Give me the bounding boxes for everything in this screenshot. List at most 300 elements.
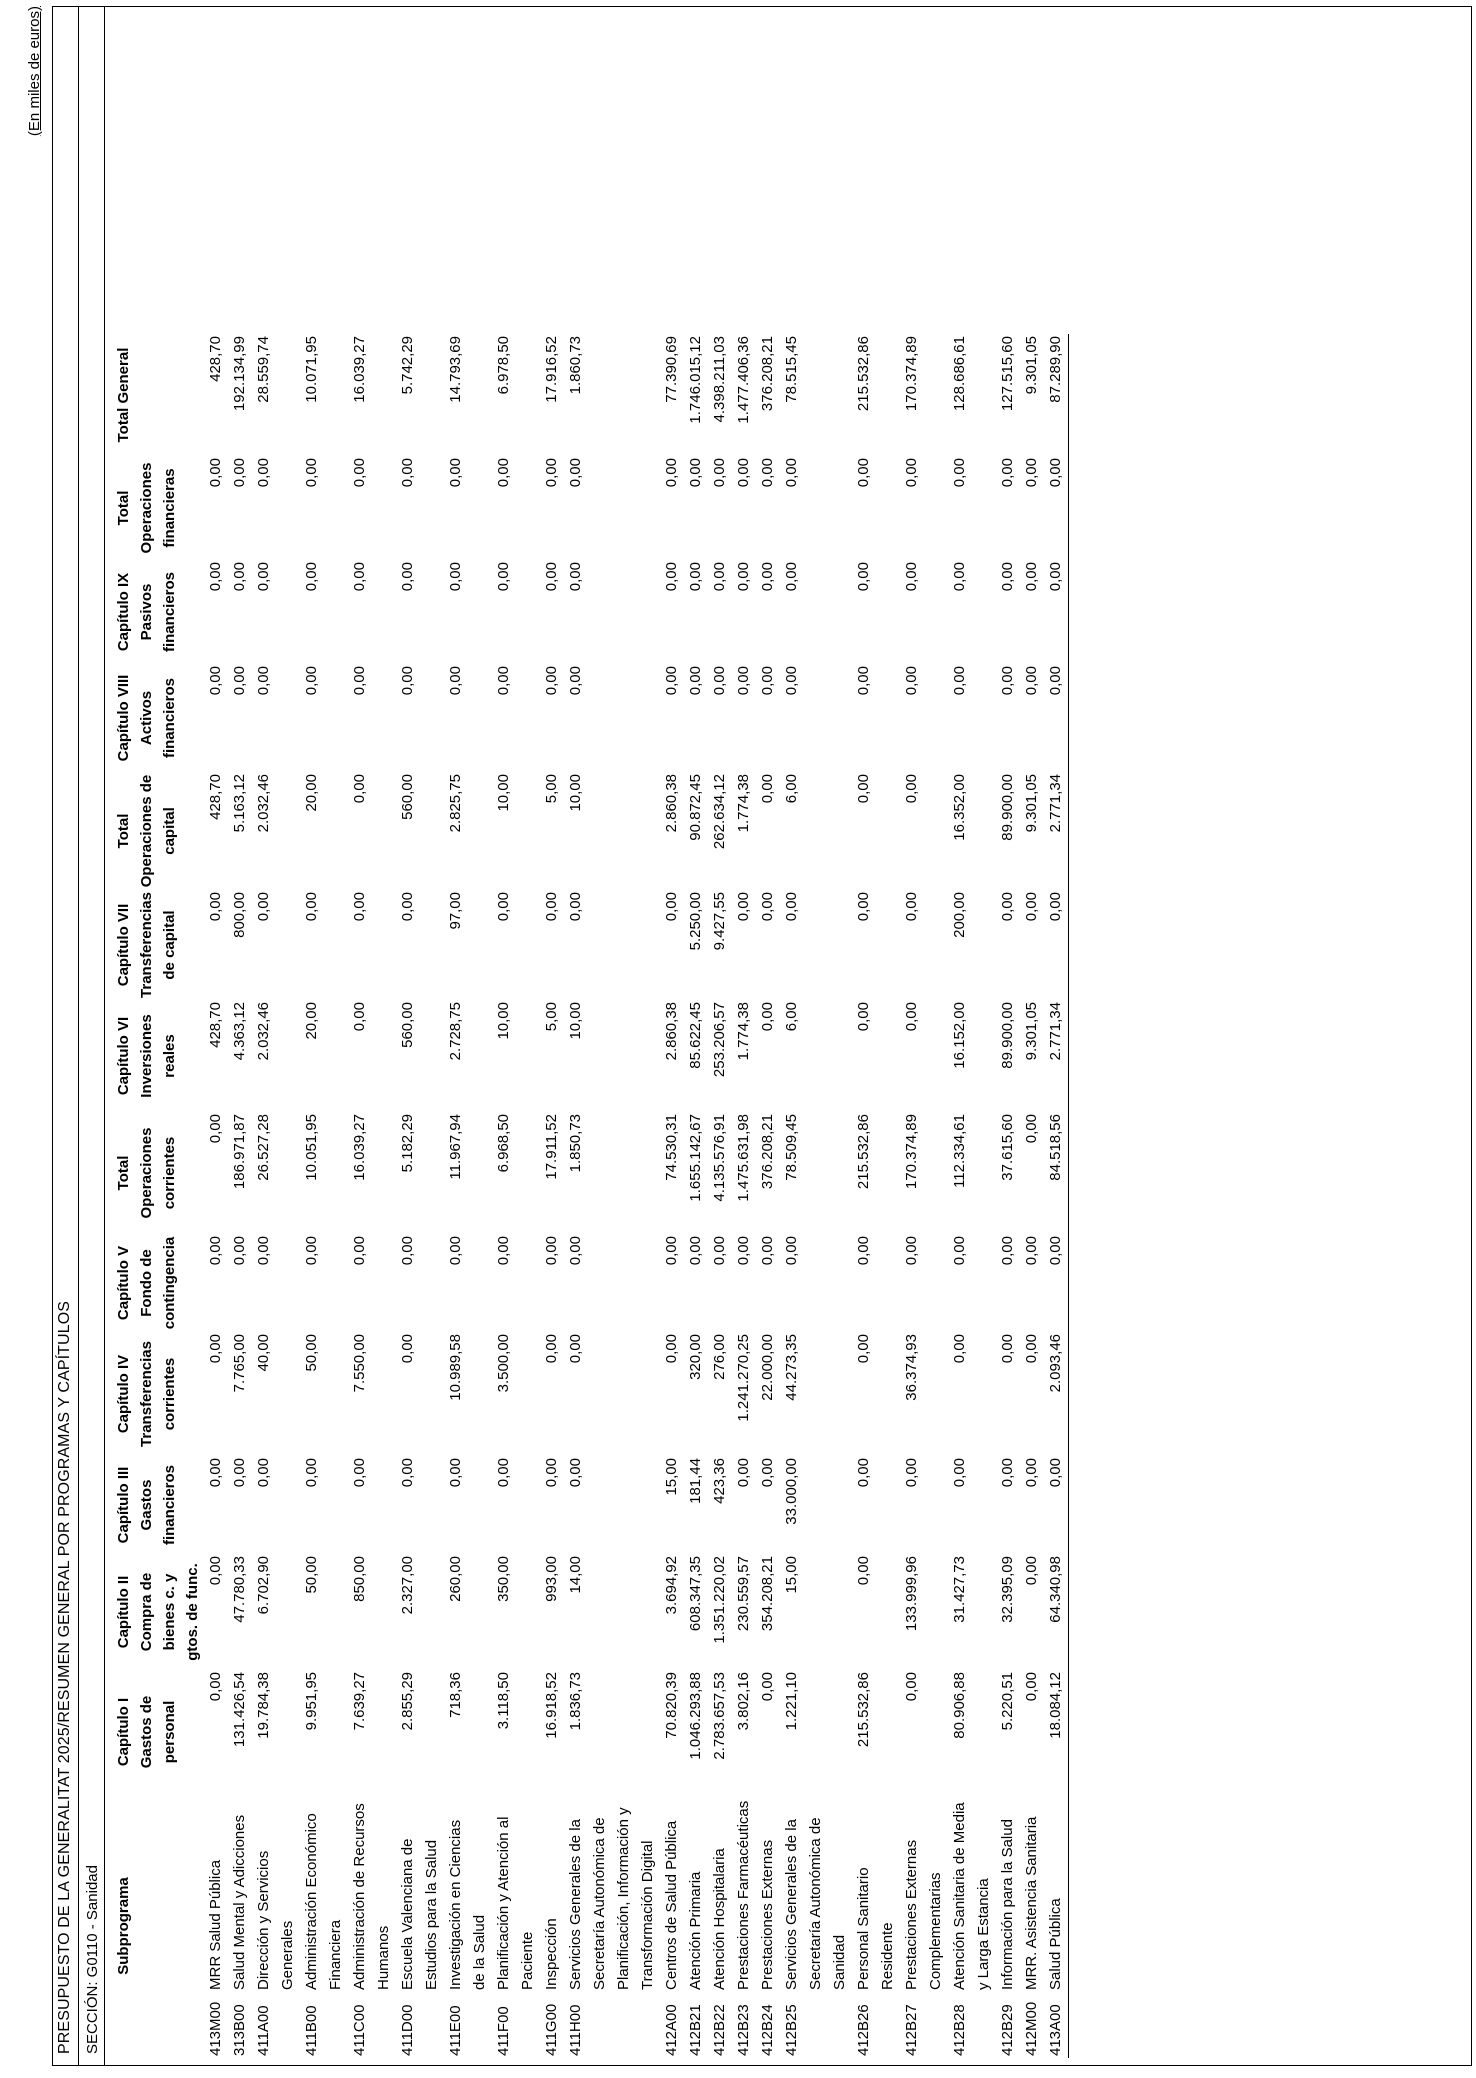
amount-cell: 1.655.142,67 [687,1114,704,1202]
column-header: Capítulo II Compra de bienes c. y gtos. de func. [115,1563,201,1661]
table-row [252,334,300,2058]
table-row [732,334,756,2058]
program-code: 411H00 [567,2004,584,2056]
amount-cell: 428,70 [207,336,224,382]
amount-cell: 2.032,46 [255,1002,272,1061]
amount-cell: 18.084,12 [1044,1670,1069,1794]
amount-cell: 33.000,00 [783,1458,800,1525]
amount-cell: 44.273,35 [783,1334,800,1401]
amount-cell: 0,00 [711,666,728,696]
amount-cell: 17.916,52 [543,336,560,403]
amount-cell: 560,00 [399,1002,416,1048]
table-row [564,334,660,2058]
amount-cell: 0,00 [543,666,560,696]
amount-cell: 0,00 [351,892,368,922]
amount-cell: 7.765,00 [231,1334,248,1393]
amount-cell: 0,00 [783,562,800,592]
amount-cell: 1.774,38 [735,1002,752,1061]
table-row [948,334,996,2058]
amount-cell: 0,00 [495,892,512,922]
amount-cell: 2.860,38 [663,1002,680,1061]
amount-cell: 0,00 [711,458,728,488]
table-row [1044,334,1069,2058]
amount-cell: 0,00 [1023,1114,1040,1144]
amount-cell: 0,00 [1023,562,1040,592]
amount-cell: 0,00 [303,1458,320,1488]
amount-cell: 0,00 [447,666,464,696]
table-row [660,334,684,2058]
amount-cell: 14.793,69 [447,336,464,403]
amount-cell: 0,00 [207,1236,224,1266]
amount-cell: 0,00 [567,1334,584,1364]
program-name: Prestaciones Externas Complementarias [903,1839,944,1990]
amount-cell: 4.398.211,03 [711,336,728,423]
column-header: Total Operaciones de capital [115,774,178,888]
amount-cell: 6.968,50 [495,1114,512,1173]
program-name: Atención Sanitaria de Media y Larga Estancia [951,1802,992,1990]
amount-cell: 6.978,50 [495,336,512,395]
amount-cell: 0,00 [951,666,968,696]
amount-cell: 0,00 [255,666,272,696]
amount-cell: 0,00 [1023,458,1040,488]
program-code: 412B21 [687,2004,704,2056]
amount-cell: 19.784,38 [255,1672,272,1739]
amount-cell: 0,00 [735,1236,752,1266]
amount-cell: 112.334,61 [951,1114,968,1188]
amount-cell: 16.918,52 [543,1672,560,1739]
table-row [492,334,540,2058]
amount-cell: 0,00 [759,1236,776,1266]
program-code: 412M00 [1023,2001,1040,2056]
amount-cell: 1.836,73 [567,1672,584,1731]
amount-cell: 262.634,12 [711,774,728,850]
amount-cell: 10.051,95 [303,1114,320,1181]
amount-cell: 0,00 [1023,1458,1040,1488]
amount-cell: 16.039,27 [351,1114,368,1181]
program-name: Servicios Generales de la Secretaría Autonómica de Planificación, Información y Transformación Digital [567,1807,656,1990]
amount-cell: 50,00 [303,1556,320,1594]
amount-cell: 0,00 [1023,1556,1040,1586]
amount-cell: 2.771,34 [1044,1000,1069,1112]
amount-cell: 1.046.293,88 [687,1672,704,1760]
amount-cell: 0,00 [903,458,920,488]
amount-cell: 181,44 [687,1458,704,1504]
amount-cell: 2.728,75 [447,1002,464,1061]
amount-cell: 28.559,74 [255,336,272,403]
amount-cell: 84.518,56 [1044,1112,1069,1234]
amount-cell: 20,00 [303,774,320,812]
program-name: Centros de Salud Pública [663,1820,680,1990]
program-name: Salud Mental y Adicciones [231,1814,248,1990]
amount-cell: 0,00 [999,562,1016,592]
amount-cell: 85.622,45 [687,1002,704,1069]
amount-cell: 0,00 [567,562,584,592]
program-code: 411A00 [255,2005,272,2056]
amount-cell: 5.250,00 [687,892,704,951]
amount-cell: 0,00 [399,1236,416,1266]
amount-cell: 0,00 [255,1458,272,1488]
amount-cell: 0,00 [999,666,1016,696]
amount-cell: 0,00 [543,562,560,592]
amount-cell: 0,00 [495,458,512,488]
amount-cell: 10,00 [567,774,584,812]
amount-cell: 0,00 [447,1458,464,1488]
amount-cell: 0,00 [1044,890,1069,1000]
amount-cell: 0,00 [1044,456,1069,560]
amount-cell: 0,00 [735,562,752,592]
amount-cell: 16.039,27 [351,336,368,403]
amount-cell: 0,00 [351,1236,368,1266]
amount-cell: 0,00 [495,1458,512,1488]
table-row [204,334,228,2058]
amount-cell: 0,00 [1023,666,1040,696]
amount-cell: 2.771,34 [1044,772,1069,890]
amount-cell: 26.527,28 [255,1114,272,1181]
amount-cell: 0,00 [495,666,512,696]
program-code: 411C00 [351,2004,368,2056]
amount-cell: 0,00 [711,562,728,592]
amount-cell: 0,00 [303,458,320,488]
amount-cell: 0,00 [543,1236,560,1266]
amount-cell: 5.163,12 [231,774,248,833]
amount-cell: 0,00 [207,562,224,592]
amount-cell: 0,00 [351,1458,368,1488]
amount-cell: 0,00 [663,562,680,592]
amount-cell: 0,00 [399,562,416,592]
amount-cell: 376.208,21 [759,336,776,412]
amount-cell: 9.951,95 [303,1672,320,1731]
amount-cell: 3.118,50 [495,1672,512,1730]
amount-cell: 800,00 [231,892,248,938]
amount-cell: 0,00 [255,1236,272,1266]
amount-cell: 0,00 [999,1334,1016,1364]
amount-cell: 0,00 [759,1458,776,1488]
amount-cell: 0,00 [759,1672,776,1702]
amount-cell: 186.971,87 [231,1114,248,1190]
program-name: Administración Económico Financiera [303,1813,344,1990]
amount-cell: 0,00 [855,562,872,592]
amount-cell: 2.783.657,53 [711,1672,728,1760]
amount-cell: 1.475.631,98 [735,1114,752,1202]
program-name: MRR. Asistencia Sanitaria [1023,1816,1040,1990]
amount-cell: 0,00 [855,1334,872,1364]
program-code: 412B28 [951,2004,968,2056]
amount-cell: 1.850,73 [567,1114,584,1173]
amount-cell: 22.000,00 [759,1334,776,1401]
program-name: Atención Hospitalaria [711,1848,728,1990]
amount-cell: 0,00 [231,1236,248,1266]
amount-cell: 0,00 [759,892,776,922]
program-name: Escuela Valenciana de Estudios para la Salud [399,1838,440,1990]
program-code: 412A00 [663,2004,680,2056]
amount-cell: 0,00 [687,458,704,488]
amount-cell: 993,00 [543,1556,560,1602]
amount-cell: 10.071,95 [303,336,320,403]
amount-cell: 0,00 [759,1002,776,1032]
amount-cell: 0,00 [351,774,368,804]
amount-cell: 260,00 [447,1556,464,1602]
amount-cell: 0,00 [207,1672,224,1702]
table-row [900,334,948,2058]
amount-cell: 0,00 [759,458,776,488]
amount-cell: 170.374,89 [903,1114,920,1190]
amount-cell: 0,00 [855,666,872,696]
program-name: Dirección y Servicios Generales [255,1850,296,1990]
program-name: Investigación en Ciencias de la Salud [447,1819,488,1990]
amount-cell: 89.900,00 [999,1002,1016,1069]
table-row [300,334,348,2058]
amount-cell: 3.500,00 [495,1334,512,1393]
amount-cell: 0,00 [999,892,1016,922]
table-row [708,334,732,2058]
table-row [780,334,852,2058]
amount-cell: 0,00 [495,562,512,592]
amount-cell: 97,00 [447,892,464,930]
program-name: Atención Primaria [687,1871,704,1990]
column-header: Capítulo IV Transferencias corrientes [115,1341,178,1447]
amount-cell: 10.989,58 [447,1334,464,1401]
amount-cell: 0,00 [543,892,560,922]
amount-cell: 253.206,57 [711,1002,728,1078]
program-code: 411G00 [543,2003,560,2056]
amount-cell: 47.780,33 [231,1556,248,1623]
amount-cell: 77.390,69 [663,336,680,403]
table-row [444,334,492,2058]
amount-cell: 0,00 [903,1458,920,1488]
program-code: 411B00 [303,2005,320,2056]
amount-cell: 0,00 [207,1556,224,1586]
amount-cell: 0,00 [303,892,320,922]
program-code: 413A00 [1044,1992,1069,2058]
amount-cell: 2.855,29 [399,1672,416,1731]
amount-cell: 0,00 [1044,1234,1069,1332]
amount-cell: 3.694,92 [663,1556,680,1615]
program-name: MRR Salud Pública [207,1859,224,1990]
amount-cell: 0,00 [999,458,1016,488]
amount-cell: 376.208,21 [759,1114,776,1190]
amount-cell: 32.395,09 [999,1556,1016,1623]
amount-cell: 1.351.220,02 [711,1556,728,1644]
program-name: Información para la Salud [999,1819,1016,1990]
amount-cell: 0,00 [207,1458,224,1488]
amount-cell: 50,00 [303,1334,320,1372]
amount-cell: 0,00 [663,1334,680,1364]
amount-cell: 230.559,57 [735,1556,752,1632]
table-row [540,334,564,2058]
table-row [852,334,900,2058]
amount-cell: 170.374,89 [903,336,920,412]
amount-cell: 0,00 [567,666,584,696]
amount-cell: 350,00 [495,1556,512,1602]
amount-cell: 6,00 [783,1002,800,1032]
amount-cell: 0,00 [447,1236,464,1266]
program-name: Salud Pública [1044,1794,1069,1992]
amount-cell: 0,00 [663,1236,680,1266]
amount-cell: 80.906,88 [951,1672,968,1739]
amount-cell: 0,00 [543,1334,560,1364]
amount-cell: 5,00 [543,774,560,804]
program-code: 413M00 [207,2001,224,2056]
amount-cell: 1.477.406,36 [735,336,752,424]
amount-cell: 0,00 [399,892,416,922]
amount-cell: 0,00 [951,458,968,488]
amount-cell: 320,00 [687,1334,704,1380]
amount-cell: 0,00 [999,1458,1016,1488]
table-row [348,334,396,2058]
program-code: 412B25 [783,2004,800,2056]
amount-cell: 0,00 [759,666,776,696]
amount-cell: 0,00 [903,666,920,696]
amount-cell: 215.532,86 [855,336,872,412]
program-name: Servicios Generales de la Secretaría Autonómica de Sanidad [783,1817,848,1990]
amount-cell: 127.515,60 [999,336,1016,412]
amount-cell: 0,00 [687,1236,704,1266]
program-code: 412B22 [711,2004,728,2056]
amount-cell: 354.208,21 [759,1556,776,1632]
program-code: 411D00 [399,2004,416,2056]
column-header: Capítulo V Fondo de contingencia [115,1236,178,1330]
amount-cell: 0,00 [567,458,584,488]
amount-cell: 0,00 [951,1458,968,1488]
amount-cell: 1.746.015,12 [687,336,704,424]
amount-cell: 15,00 [663,1458,680,1496]
amount-cell: 0,00 [855,1236,872,1266]
amount-cell: 0,00 [447,562,464,592]
amount-cell: 0,00 [735,892,752,922]
amount-cell: 0,00 [783,458,800,488]
program-name: Planificación y Atención al Paciente [495,1816,536,1990]
table-row [228,334,252,2058]
divider [78,6,79,2066]
amount-cell: 10,00 [495,774,512,812]
amount-cell: 2.032,46 [255,774,272,833]
column-header: Total Operaciones corrientes [115,1127,178,1219]
column-header: Capítulo IX Pasivos financieros [115,571,178,653]
column-header: Total Operaciones financieras [115,462,178,554]
amount-cell: 0,00 [543,1458,560,1488]
amount-cell: 17.911,52 [543,1114,560,1180]
amount-cell: 0,00 [903,774,920,804]
amount-cell: 0,00 [255,562,272,592]
amount-cell: 5.220,51 [999,1672,1016,1731]
amount-cell: 0,00 [951,1334,968,1364]
amount-cell: 0,00 [255,892,272,922]
amount-cell: 0,00 [663,458,680,488]
amount-cell: 5.742,29 [399,336,416,395]
amount-cell: 4.135.576,91 [711,1114,728,1202]
amount-cell: 0,00 [351,458,368,488]
amount-cell: 87.289,90 [1044,334,1069,456]
amount-cell: 0,00 [1023,1236,1040,1266]
amount-cell: 850,00 [351,1556,368,1602]
divider [104,6,105,2066]
program-code: 411F00 [495,2006,512,2056]
section-label: SECCIÓN: G0110 - Sanidad [84,1865,101,2054]
amount-cell: 1.221,10 [783,1672,800,1731]
unit-note: (En miles de euros) [26,6,43,137]
amount-cell: 423,36 [711,1458,728,1504]
amount-cell: 0,00 [711,1236,728,1266]
amount-cell: 37.615,60 [999,1114,1016,1181]
table-row [1020,334,1044,2058]
amount-cell: 3.802,16 [735,1672,752,1731]
amount-cell: 0,00 [903,1002,920,1032]
program-name: Inspección [543,1918,560,1990]
amount-cell: 0,00 [399,1334,416,1364]
amount-cell: 74.530,31 [663,1114,680,1181]
amount-cell: 0,00 [1023,1672,1040,1702]
amount-cell: 0,00 [855,1458,872,1488]
column-header: Capítulo VII Transferencias de capital [115,892,178,998]
amount-cell: 0,00 [207,892,224,922]
program-code: 412B26 [855,2004,872,2056]
table-row [996,334,1020,2058]
amount-cell: 0,00 [231,458,248,488]
program-code: 411E00 [447,2005,464,2056]
program-name: Administración de Recursos Humanos [351,1803,392,1990]
amount-cell: 0,00 [735,458,752,488]
amount-cell: 0,00 [1044,664,1069,772]
program-code: 412B23 [735,2004,752,2056]
amount-cell: 0,00 [951,1236,968,1266]
amount-cell: 36.374,93 [903,1334,920,1401]
amount-cell: 0,00 [783,666,800,696]
program-name: Personal Sanitario Residente [855,1867,896,1990]
column-header: Capítulo VIII Activos financieros [115,674,178,762]
amount-cell: 0,00 [399,458,416,488]
table-body [204,334,1069,2058]
amount-cell: 2.093,46 [1044,1332,1069,1456]
amount-cell: 0,00 [687,666,704,696]
amount-cell: 0,00 [447,458,464,488]
amount-cell: 0,00 [855,458,872,488]
amount-cell: 428,70 [207,1002,224,1048]
amount-cell: 0,00 [303,1236,320,1266]
amount-cell: 1.860,73 [567,336,584,395]
amount-cell: 215.532,86 [855,1672,872,1748]
amount-cell: 0,00 [207,1114,224,1144]
column-header: Total General [115,347,132,443]
amount-cell: 0,00 [1044,1456,1069,1554]
table-row [396,334,444,2058]
amount-cell: 2.825,75 [447,774,464,833]
amount-cell: 0,00 [303,666,320,696]
amount-cell: 0,00 [495,1236,512,1266]
column-header: Capítulo I Gastos de personal [115,1695,178,1769]
amount-cell: 133.999,96 [903,1556,920,1632]
amount-cell: 0,00 [231,1458,248,1488]
amount-cell: 15,00 [783,1556,800,1594]
amount-cell: 10,00 [495,1002,512,1040]
amount-cell: 7.639,27 [351,1672,368,1731]
column-header: Capítulo VI Inversiones reales [115,1014,178,1098]
amount-cell: 0,00 [351,1002,368,1032]
column-header: Subprograma [115,1877,132,1975]
amount-cell: 0,00 [231,666,248,696]
amount-cell: 0,00 [663,666,680,696]
amount-cell: 20,00 [303,1002,320,1040]
amount-cell: 89.900,00 [999,774,1016,841]
program-name: Prestaciones Farmacéuticas [735,1800,752,1990]
amount-cell: 718,36 [447,1672,464,1718]
amount-cell: 16.152,00 [951,1002,968,1069]
amount-cell: 0,00 [687,562,704,592]
program-code: 412B27 [903,2004,920,2056]
amount-cell: 0,00 [1023,1334,1040,1364]
amount-cell: 0,00 [399,666,416,696]
header-row [112,334,204,2058]
amount-cell: 90.872,45 [687,774,704,841]
